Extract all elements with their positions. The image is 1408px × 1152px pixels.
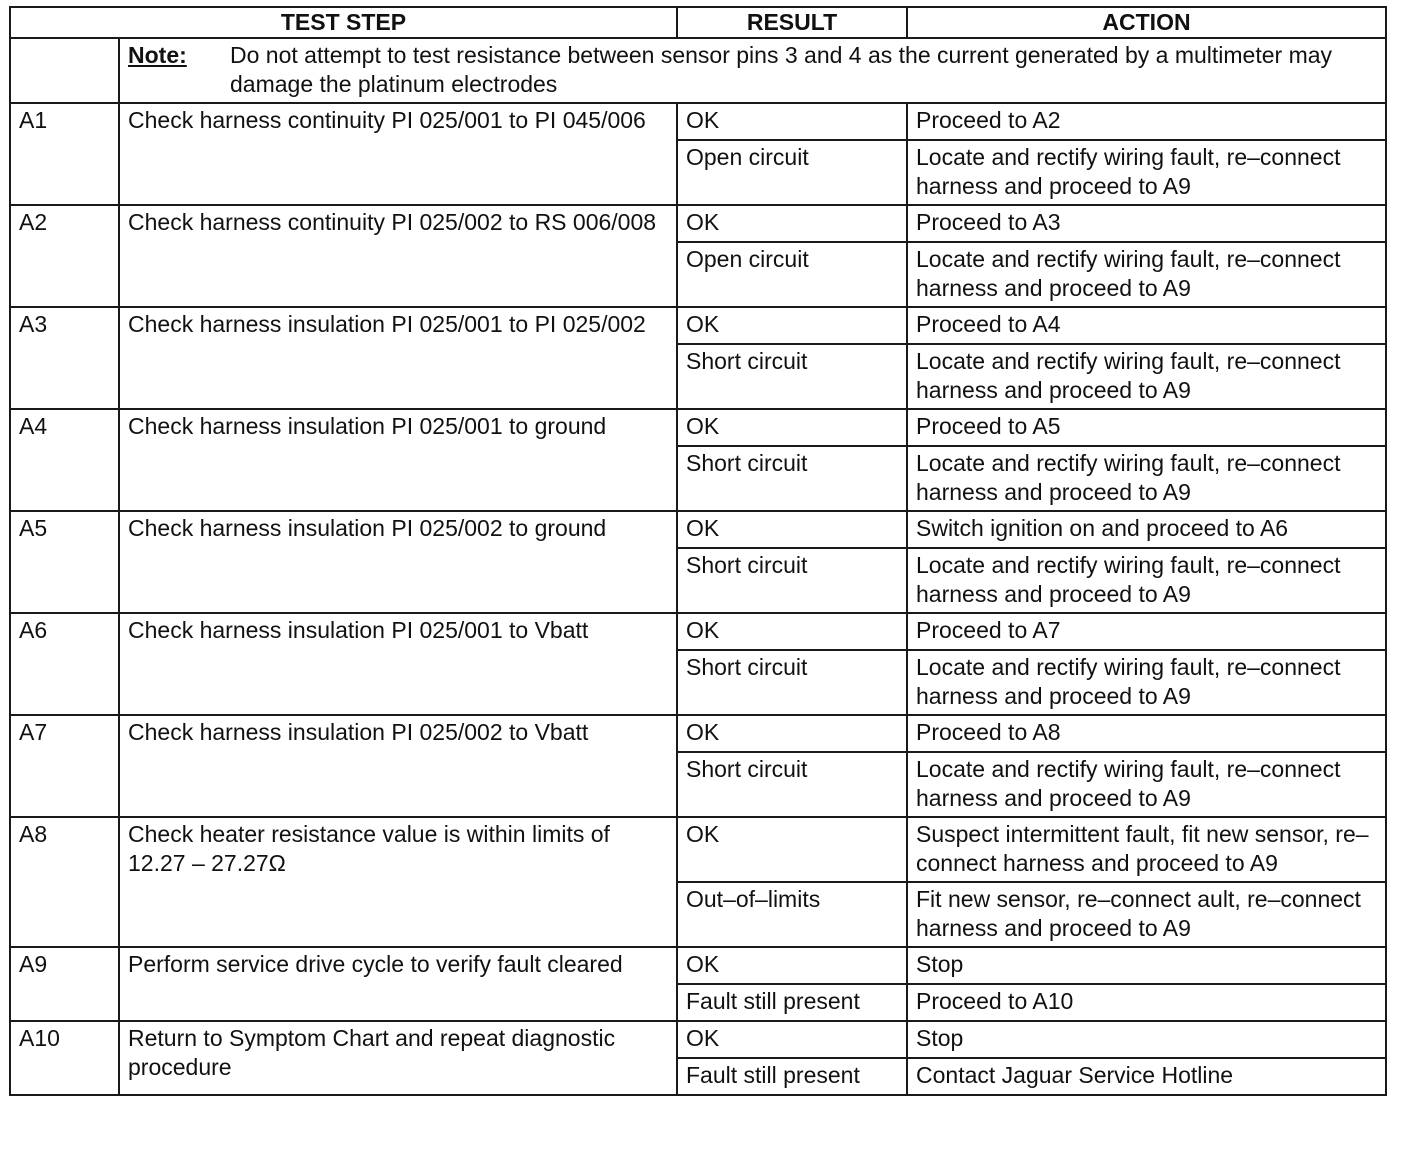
step-id: A5 xyxy=(10,511,119,613)
step-result: OK xyxy=(677,205,907,242)
header-result: RESULT xyxy=(677,7,907,38)
header-test-step: TEST STEP xyxy=(10,7,677,38)
step-result: OK xyxy=(677,817,907,882)
step-description: Check harness insulation PI 025/001 to Vbatt xyxy=(119,613,677,715)
step-description: Check harness insulation PI 025/001 to ground xyxy=(119,409,677,511)
step-id: A9 xyxy=(10,947,119,1021)
table-row xyxy=(10,817,1386,882)
step-action: Contact Jaguar Service Hotline xyxy=(907,1058,1386,1095)
table-row xyxy=(10,1021,1386,1058)
note-empty-cell xyxy=(10,38,119,103)
table-row xyxy=(10,715,1386,752)
step-description: Check harness continuity PI 025/002 to RS 006/008 xyxy=(119,205,677,307)
step-result: OK xyxy=(677,715,907,752)
table-row xyxy=(10,307,1386,344)
step-id: A3 xyxy=(10,307,119,409)
step-action: Proceed to A3 xyxy=(907,205,1386,242)
step-result: Short circuit xyxy=(677,548,907,613)
step-result: OK xyxy=(677,613,907,650)
step-description: Return to Symptom Chart and repeat diagnostic procedure xyxy=(119,1021,677,1095)
step-description: Check harness continuity PI 025/001 to PI 045/006 xyxy=(119,103,677,205)
step-result: Fault still present xyxy=(677,1058,907,1095)
step-action: Proceed to A10 xyxy=(907,984,1386,1021)
step-id: A8 xyxy=(10,817,119,947)
step-id: A4 xyxy=(10,409,119,511)
note-row xyxy=(10,38,1386,103)
note-cell xyxy=(119,38,1386,103)
step-result: Fault still present xyxy=(677,984,907,1021)
step-result: Open circuit xyxy=(677,140,907,205)
step-description: Check harness insulation PI 025/002 to ground xyxy=(119,511,677,613)
step-description: Check heater resistance value is within limits of 12.27 – 27.27Ω xyxy=(119,817,677,947)
note-text: Do not attempt to test resistance between sensor pins 3 and 4 as the current generated by a multimeter may damage the platinum electrodes xyxy=(230,42,1333,97)
step-result: Short circuit xyxy=(677,344,907,409)
step-action: Stop xyxy=(907,947,1386,984)
step-id: A7 xyxy=(10,715,119,817)
step-action: Suspect intermittent fault, fit new sensor, re–connect harness and proceed to A9 xyxy=(907,817,1386,882)
step-description: Check harness insulation PI 025/001 to PI 025/002 xyxy=(119,307,677,409)
step-description: Perform service drive cycle to verify fault cleared xyxy=(119,947,677,1021)
table-row xyxy=(10,947,1386,984)
step-result: Out–of–limits xyxy=(677,882,907,947)
header-row xyxy=(10,7,1386,38)
step-action: Fit new sensor, re–connect ault, re–connect harness and proceed to A9 xyxy=(907,882,1386,947)
step-result: OK xyxy=(677,409,907,446)
step-action: Locate and rectify wiring fault, re–connect harness and proceed to A9 xyxy=(907,242,1386,307)
step-id: A1 xyxy=(10,103,119,205)
step-action: Proceed to A7 xyxy=(907,613,1386,650)
table-row xyxy=(10,511,1386,548)
step-action: Switch ignition on and proceed to A6 xyxy=(907,511,1386,548)
step-action: Locate and rectify wiring fault, re–connect harness and proceed to A9 xyxy=(907,752,1386,817)
table-row xyxy=(10,613,1386,650)
step-action: Proceed to A4 xyxy=(907,307,1386,344)
step-result: OK xyxy=(677,1021,907,1058)
table-body xyxy=(10,38,1386,1095)
step-action: Locate and rectify wiring fault, re–connect harness and proceed to A9 xyxy=(907,344,1386,409)
step-result: OK xyxy=(677,307,907,344)
step-action: Proceed to A5 xyxy=(907,409,1386,446)
step-result: OK xyxy=(677,947,907,984)
diagnostic-table xyxy=(9,6,1387,1096)
step-action: Proceed to A8 xyxy=(907,715,1386,752)
table-row xyxy=(10,103,1386,140)
step-action: Locate and rectify wiring fault, re–connect harness and proceed to A9 xyxy=(907,548,1386,613)
step-result: Short circuit xyxy=(677,650,907,715)
step-result: Short circuit xyxy=(677,752,907,817)
step-id: A2 xyxy=(10,205,119,307)
note-label: Note: xyxy=(128,42,187,68)
step-action: Locate and rectify wiring fault, re–connect harness and proceed to A9 xyxy=(907,650,1386,715)
step-id: A10 xyxy=(10,1021,119,1095)
step-result: Short circuit xyxy=(677,446,907,511)
step-result: OK xyxy=(677,511,907,548)
table-row xyxy=(10,409,1386,446)
step-result: Open circuit xyxy=(677,242,907,307)
step-action: Locate and rectify wiring fault, re–connect harness and proceed to A9 xyxy=(907,140,1386,205)
step-description: Check harness insulation PI 025/002 to Vbatt xyxy=(119,715,677,817)
header-action: ACTION xyxy=(907,7,1386,38)
step-action: Locate and rectify wiring fault, re–connect harness and proceed to A9 xyxy=(907,446,1386,511)
step-result: OK xyxy=(677,103,907,140)
step-action: Proceed to A2 xyxy=(907,103,1386,140)
step-id: A6 xyxy=(10,613,119,715)
table-row xyxy=(10,205,1386,242)
step-action: Stop xyxy=(907,1021,1386,1058)
